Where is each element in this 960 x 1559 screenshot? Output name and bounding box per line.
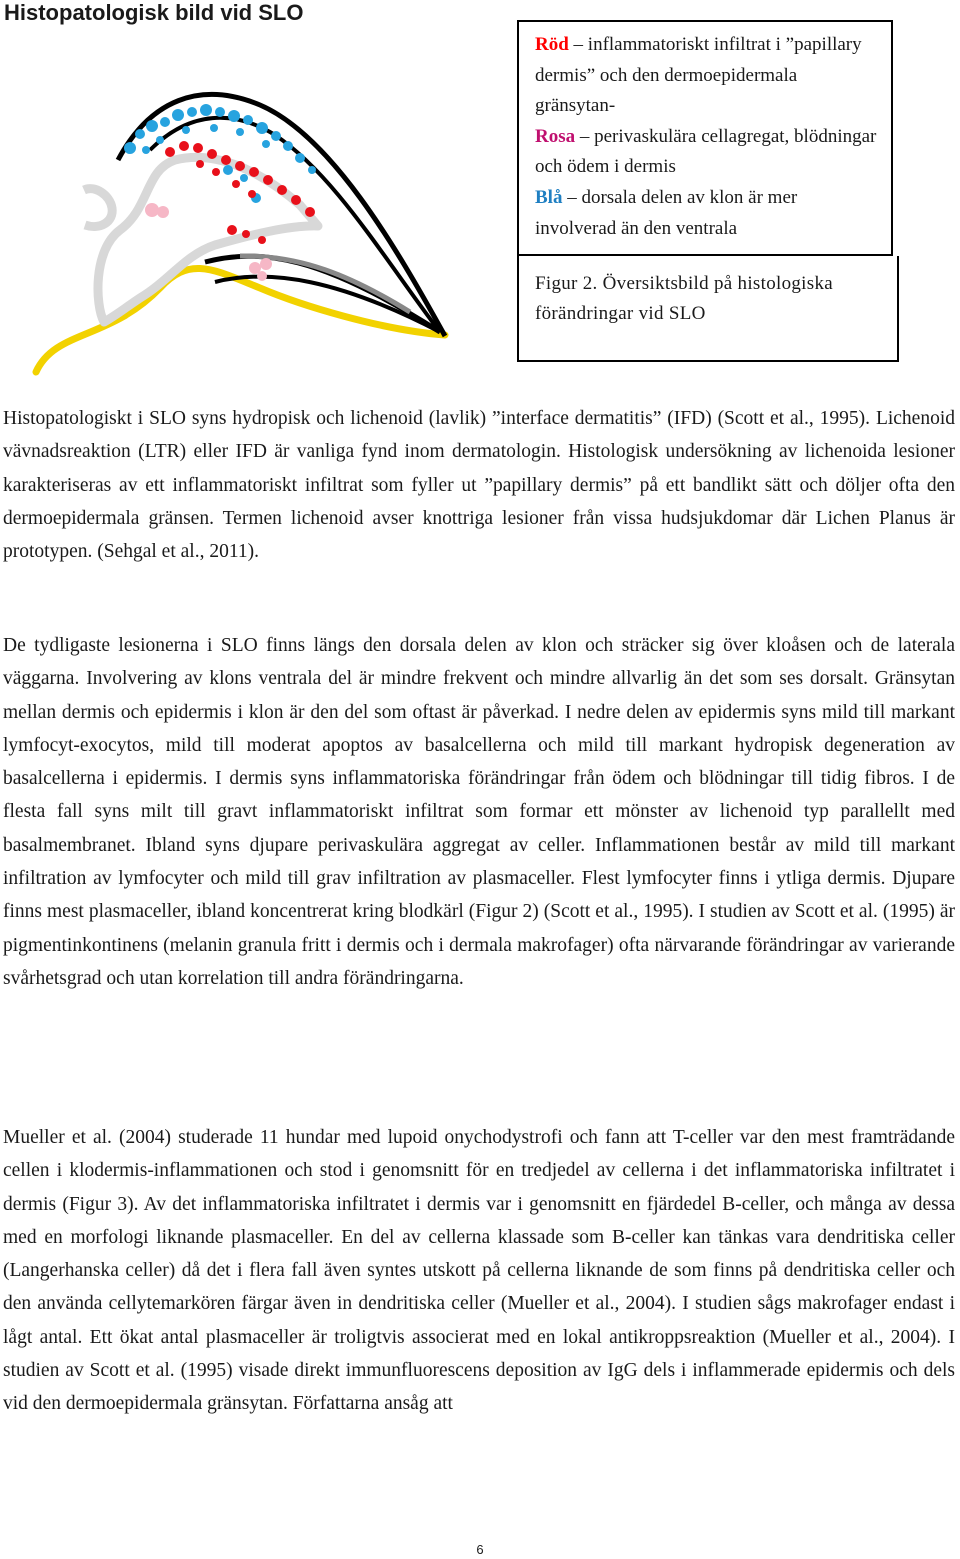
section-heading: Histopatologisk bild vid SLO — [4, 0, 304, 25]
legend-key-blue: Blå — [535, 186, 563, 208]
legend-text-pink: – perivaskulära cellagregat, blödningar och ödem i dermis — [535, 125, 877, 178]
legend-key-pink: Rosa — [535, 125, 576, 147]
body-paragraph-2: De tydligaste lesionerna i SLO finns längs den dorsala delen av klon och sträcker sig över kloåsen och de laterala väggarna. Involvering av klons ventrala del är mindre frekvent och mindre allvarlig än det som ses dorsalt. Gränsytan mellan dermis och epidermis i klon är den del som oftast är påverkad. I nedre delen av epidermis syns mild till markant lymfocyt-exocytos, mild till moderat apoptos av basalcellerna och mild till markant hydropisk degeneration av basalcellerna i epidermis. I dermis syns inflammatoriska förändringar från ödem och blödningar till tidig fibros. I de flesta fall syns milt till gravt inflammatoriskt infiltrat som formar ett mönster av lichenoid typ parallellt med basalmembranet. Ibland syns djupare perivaskulära aggregat av celler. Inflammationen består av mild till markant infiltration av lymfocyter och mild till grav infiltration av plasmaceller. Flest lymfocyter finns i ytliga dermis. Djupare finns mest plasmaceller, ibland koncentrerat kring blodkärl (Figur 2) (Scott et al., 1995). I studien av Scott et al. (1995) är pigmentinkontinens (melanin granula fritt i dermis och i dermala makrofager) ofta närvarande förändringar av varierande svårhetsgrad och utan korrelation till andra förändringarna. — [3, 635, 955, 989]
body-paragraph-3: Mueller et al. (2004) studerade 11 hundar med lupoid onychodystrofi och fann att T-celler var den mest framträdande cellen i klodermis-inflammationen och stod i genomsnitt för en tredjedel av cellerna i det inflammatoriska infiltratet i dermis (Figur 3). Av det inflammatoriska infiltratet i dermis var i genomsnitt en fjärdedel B-celler, och många av dessa med en morfologi liknande plasmaceller. En del av cellerna klassade som B-celler kan tänkas vara dendritiska celler (Langerhanska celler) då det i flera fall även syntes utskott på cellerna liknande de som finns på dendritiska celler och den använda cellytemarkören färgar även in dendritiska celler (Mueller et al., 2004). I studien sågs makrofager endast i lågt antal. Ett ökat antal plasmaceller är troligtvis associerat med en lokal antikroppsreaktion (Mueller et al., 2004). I studien av Scott et al. (1995) visade direkt immunfluorescens deposition av IgG dels i inflammerade epidermis och dels vid den dermoepidermala gränsytan. Författarna ansåg att — [3, 1127, 955, 1415]
legend-text-red: – inflammatoriskt infiltrat i ”papillary dermis” och den dermoepidermala gränsytan- — [535, 34, 862, 117]
page-number: 6 — [476, 1542, 484, 1557]
figure-caption-box — [517, 256, 899, 362]
legend-key-red: Röd — [535, 34, 569, 55]
legend-text-blue: – dorsala delen av klon är mer involverad än den ventrala — [535, 186, 798, 239]
claw-fold-shape — [84, 189, 112, 227]
body-paragraph-1: Histopatologiskt i SLO syns hydropisk och lichenoid (lavlik) ”interface dermatitis” (IFD) (Scott et al., 1995). Lichenoid vävnadsreaktion (LTR) eller IFD är vanliga fynd inom dermatologin. Histologisk undersökning av lichenoida lesioner karakteriseras av ett inflammatoriskt infiltrat som fyller ut ”papillary dermis” på ett bandlikt sätt och döljer ofta den dermoepidermala gränsen. Termen lichenoid avser knottriga lesioner från vissa hudsjukdomar där Lichen Planus är prototypen. (Sehgal et al., 2011). — [3, 408, 955, 563]
claw-histology-drawing — [0, 30, 510, 380]
figure-legend-box — [517, 20, 893, 256]
figure-caption: Figur 2. Översiktsbild på histologiska förändringar vid SLO — [535, 273, 833, 324]
